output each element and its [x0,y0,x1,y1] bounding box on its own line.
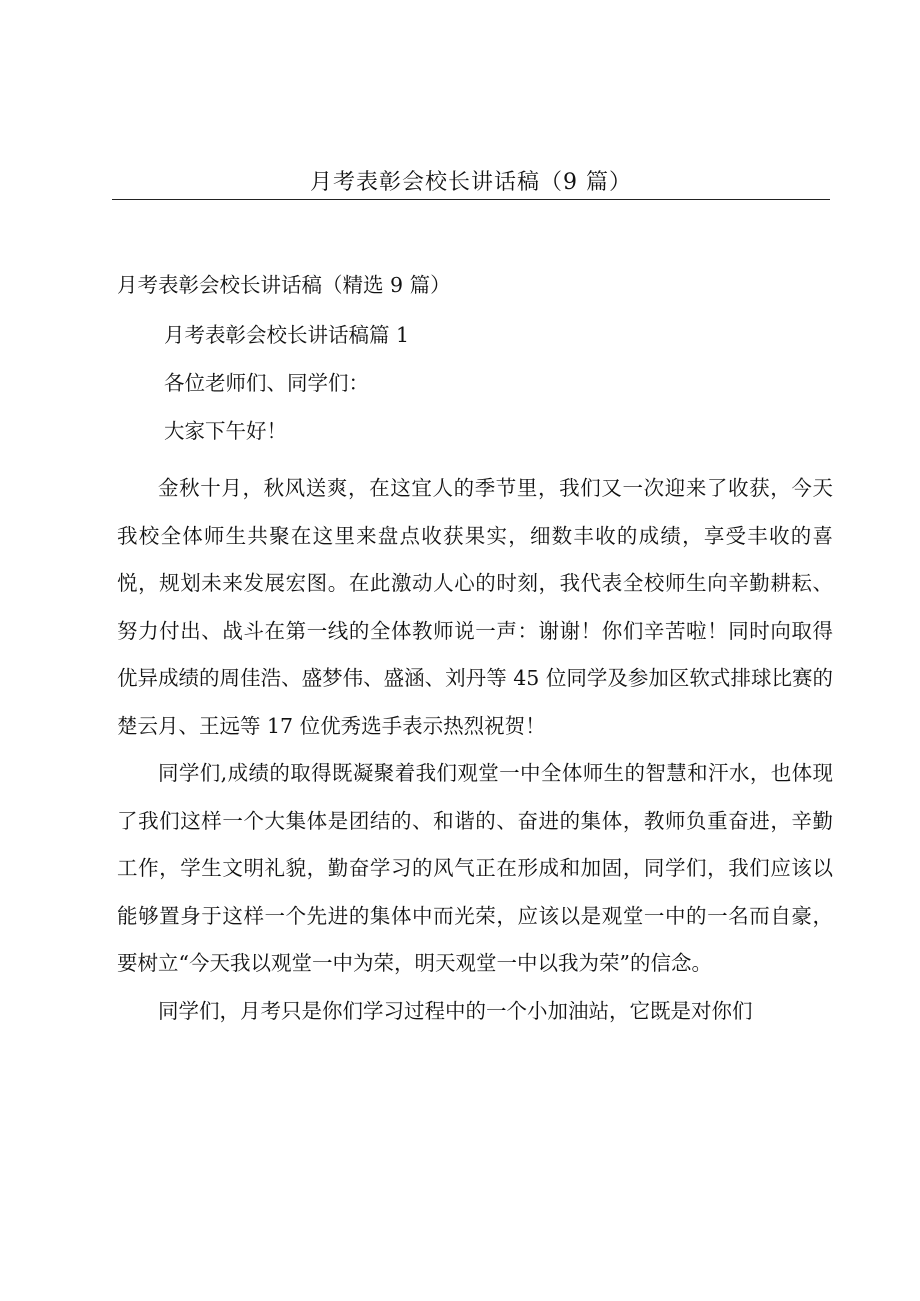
body-text [117,465,833,1035]
greeting: 大家下午好！ [164,419,287,443]
paragraph-3: 同学们，月考只是你们学习过程中的一个小加油站，它既是对你们 [158,998,753,1023]
document-title: 月考表彰会校长讲话稿（9 篇） [310,170,632,195]
document-subtitle: 月考表彰会校长讲话稿（精选 9 篇） [117,273,451,297]
title-underline [112,199,830,200]
salutation: 各位老师们、同学们： [164,371,369,395]
paragraph-1: 金秋十月，秋风送爽，在这宜人的季节里，我们又一次迎来了收获，今天我校全体师生共聚在这里来盘点收获果实，细数丰收的成绩，享受丰收的喜悦，规划未来发展宏图。在此激动人心的时刻，我代表全校师生向辛勤耕耘、努力付出、战斗在第一线的全体教师说一声：谢谢！你们辛苦啦！同时向取得优异成绩的周佳浩、盛梦伟、盛涵、刘丹等 45 位同学及参加区软式排球比赛的楚云月、王远等 17 位优秀选手表示热烈祝贺！ [117,476,833,738]
paragraph-2: 同学们,成绩的取得既凝聚着我们观堂一中全体师生的智慧和汗水，也体现了我们这样一个大集体是团结的、和谐的、奋进的集体，教师负重奋进，辛勤工作，学生文明礼貌，勤奋学习的风气正在形成和加固，同学们，我们应该以能够置身于这样一个先进的集体中而光荣，应该以是观堂一中的一名而自豪，要树立“今天我以观堂一中为荣，明天观堂一中以我为荣”的信念。 [117,761,833,975]
section-heading: 月考表彰会校长讲话稿篇 1 [164,323,410,347]
